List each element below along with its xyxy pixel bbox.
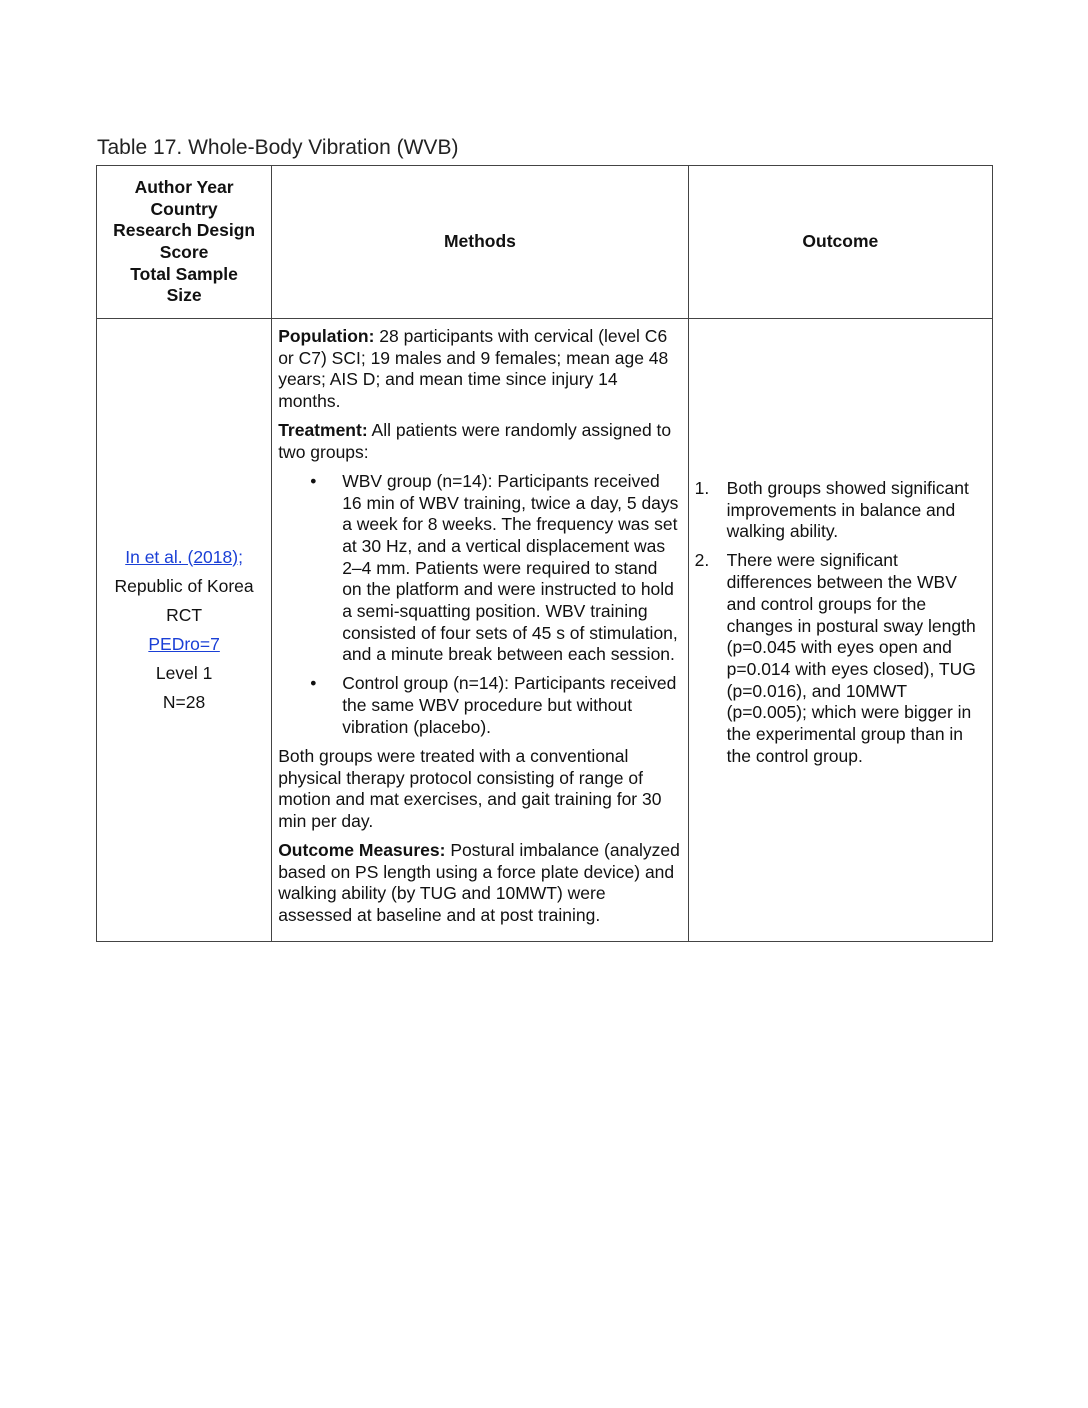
treatment-text: All patients were randomly assigned to two groups:	[278, 420, 672, 462]
citation-link[interactable]: In et al. (2018);	[125, 546, 243, 567]
pedro-score-link[interactable]: PEDro=7	[148, 633, 220, 654]
outcomes-list	[695, 478, 986, 767]
group-text: Control group (n=14): Participants received the same WBV procedure but without vibration (placebo).	[342, 673, 677, 737]
both-groups-paragraph: Both groups were treated with a conventional physical therapy protocol consisting of range of motion and mat exercises, and gait training for 30 min per day.	[278, 745, 662, 831]
outcome-text: Both groups showed significant improvements in balance and walking ability.	[726, 478, 969, 542]
header-line: Research Design	[113, 220, 256, 241]
study-design: RCT	[166, 604, 203, 625]
table-caption: Table 17. Whole-Body Vibration (WVB)	[97, 136, 459, 159]
outcome-cell	[688, 319, 992, 942]
item-number: 1.	[694, 478, 710, 499]
population-text: 28 participants with cervical (level C6 or C7) SCI; 19 males and 9 females; mean age 48 years; AIS D; and mean time since injury 14 months.	[278, 326, 669, 412]
header-outcome: Outcome	[688, 166, 992, 319]
list-item	[278, 471, 681, 666]
study-sample-size: N=28	[162, 691, 206, 712]
treatment-paragraph	[278, 420, 681, 463]
study-cell	[97, 319, 272, 942]
study-country: Republic of Korea	[114, 575, 254, 596]
header-line: Country	[150, 198, 218, 219]
item-number: 2.	[694, 550, 710, 571]
population-label: Population:	[278, 326, 375, 346]
header-line: Author Year	[134, 176, 234, 197]
treatment-label: Treatment:	[278, 420, 368, 441]
group-text: WBV group (n=14): Participants received 16 min of WBV training, twice a day, 5 days a week for 8 weeks. The frequency was set at 30 Hz, and a vertical displacement was 2–4 mm. Patients were required to stand on the platform and were instructed to hold a semi-squatting position. WBV training consisted of four sets of 45 s of stimulation, and a minute break between each session.	[342, 470, 679, 665]
outcome-measures-text: Postural imbalance (analyzed based on PS length using a force plate device) and walking ability (by TUG and 10MWT) were assessed at baseline and at post training.	[278, 839, 680, 926]
header-line: Size	[166, 285, 202, 306]
bullet-icon: •	[310, 470, 317, 491]
header-line: Score	[159, 242, 209, 262]
header-line: Total Sample	[130, 263, 238, 284]
header-study-info	[97, 166, 272, 319]
methods-cell	[272, 319, 688, 942]
list-item	[695, 478, 986, 543]
list-item	[278, 673, 681, 738]
outcome-measures-paragraph	[278, 840, 681, 927]
outcome-measures-label: Outcome Measures:	[278, 839, 446, 860]
treatment-groups-list	[278, 471, 681, 739]
table-row	[97, 319, 993, 942]
evidence-table	[96, 165, 993, 942]
table-header-row	[97, 166, 993, 319]
header-methods: Methods	[272, 166, 688, 319]
list-item	[695, 550, 986, 767]
bullet-icon: •	[310, 673, 317, 694]
population-paragraph	[278, 326, 681, 413]
outcome-text: There were significant differences between the WBV and control groups for the changes in postural sway length (p=0.045 with eyes open and p=0.014 with eyes closed), TUG (p=0.016), and 10MWT (p=0.005); which were bigger in the experimental group than in the control group.	[726, 550, 976, 766]
study-level: Level 1	[155, 662, 213, 683]
